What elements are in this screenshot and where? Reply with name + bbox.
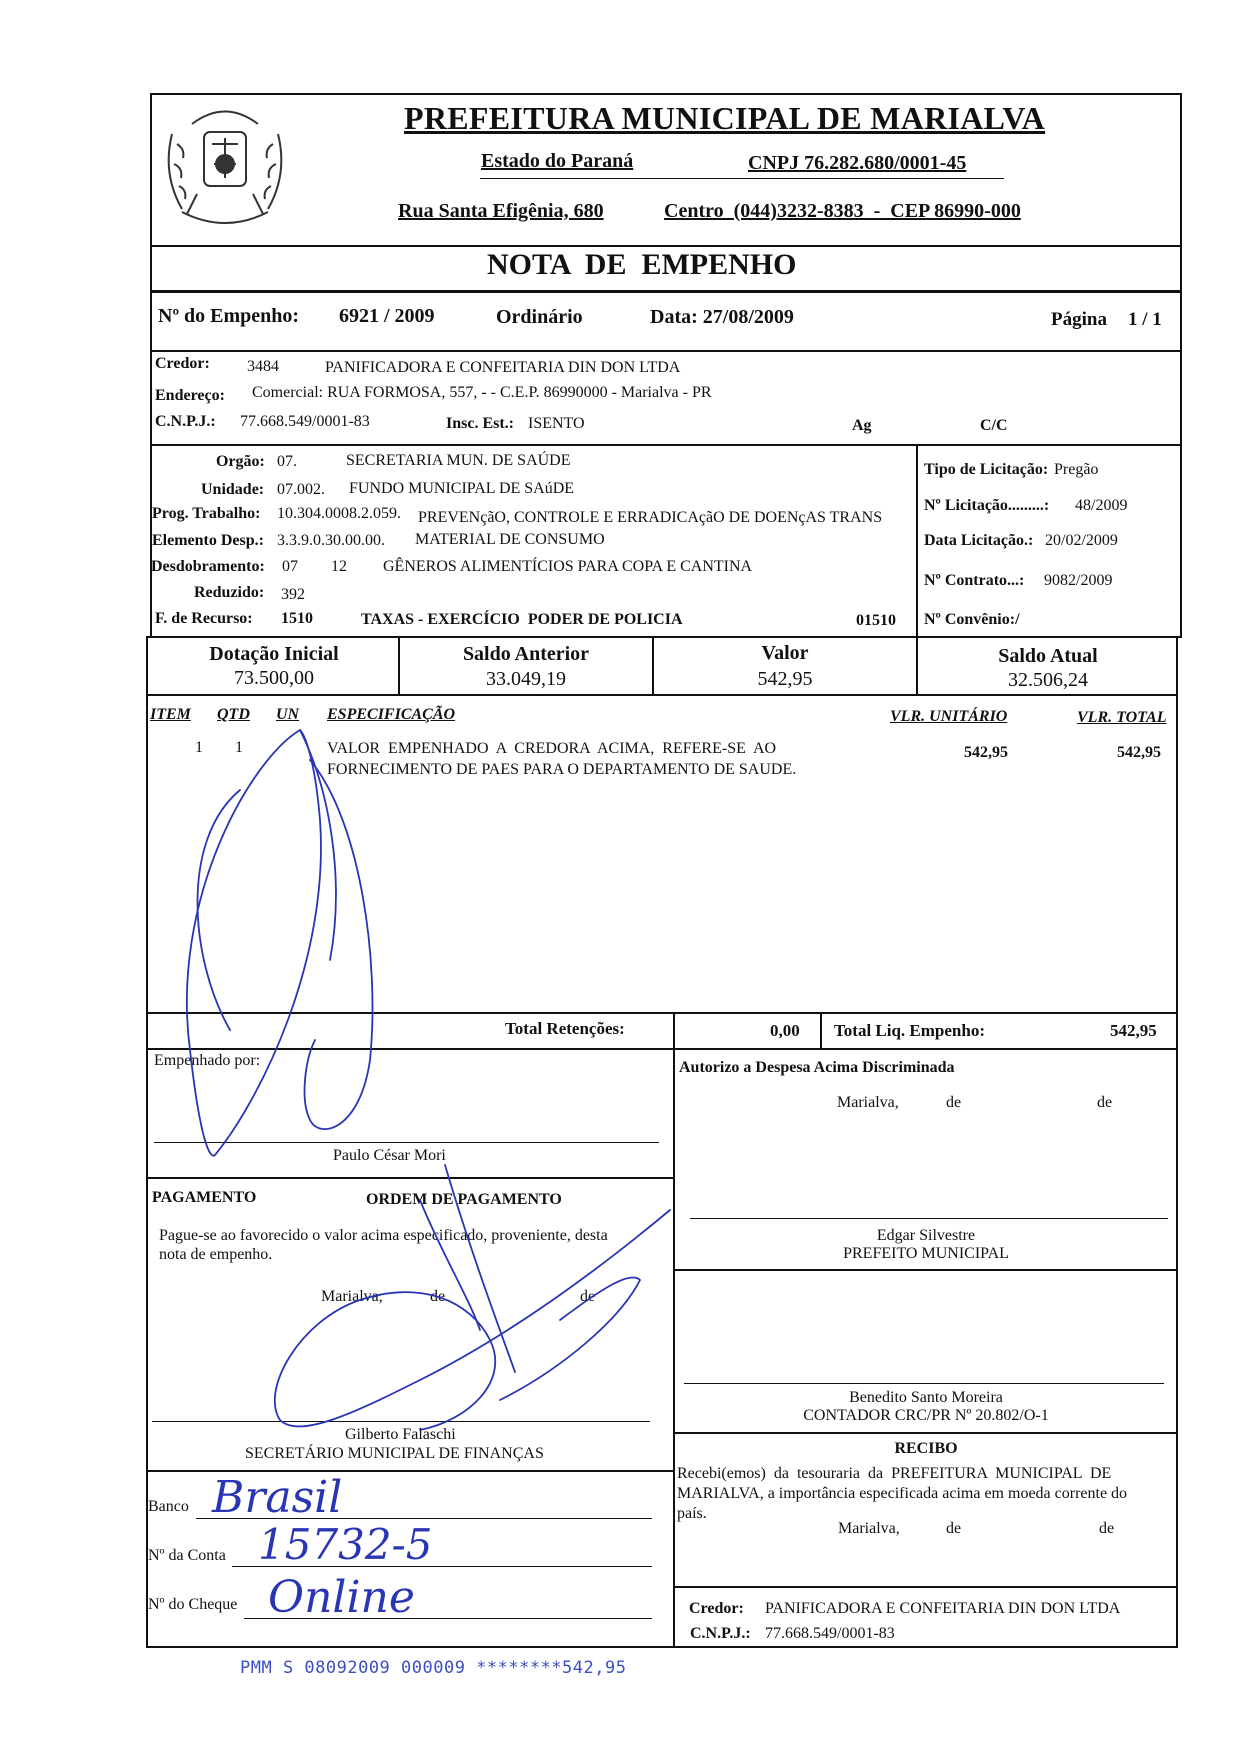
signature-stroke bbox=[198, 790, 241, 1030]
secretario-title: SECRETÁRIO MUNICIPAL DE FINANÇAS bbox=[245, 1445, 544, 1462]
col-qtd: QTD bbox=[217, 706, 250, 723]
orgao-code: 07. bbox=[277, 453, 297, 470]
account-label: C/C bbox=[980, 417, 1008, 434]
signature-stroke bbox=[187, 730, 321, 1156]
fonte-recurso-number: 01510 bbox=[856, 612, 896, 629]
document-title: NOTA DE EMPENHO bbox=[487, 248, 797, 281]
right-de-1: de bbox=[946, 1094, 962, 1111]
prog-trabalho-name: PREVENçãO, CONTROLE E ERRADICAçãO DE DOENçAS TRANS bbox=[418, 509, 883, 526]
row-spec-line1: VALOR EMPENHADO A CREDORA ACIMA, REFERE-SE AO bbox=[327, 740, 777, 757]
contrato-value: 9082/2009 bbox=[1044, 572, 1113, 589]
left-de-1: de bbox=[430, 1288, 446, 1305]
reduzido-value: 392 bbox=[281, 586, 305, 603]
tipo-licitacao-label: Tipo de Licitação: bbox=[924, 461, 1049, 478]
orgao-label: Orgão: bbox=[216, 453, 265, 470]
col-vlr-total: VLR. TOTAL bbox=[1077, 709, 1167, 726]
signature-stroke bbox=[305, 760, 373, 1129]
desdobramento-name: GÊNEROS ALIMENTÍCIOS PARA COPA E CANTINA bbox=[383, 558, 753, 575]
valor-label: Valor bbox=[761, 642, 809, 664]
page-number: 1 / 1 bbox=[1128, 309, 1162, 330]
reduzido-label: Reduzido: bbox=[194, 584, 265, 601]
row-spec-line2: FORNECIMENTO DE PAES PARA O DEPARTAMENTO DE SAUDE. bbox=[327, 761, 797, 778]
left-de-2: de bbox=[580, 1288, 596, 1305]
credor-address: Comercial: RUA FORMOSA, 557, - - C.E.P. 86990000 - Marialva - PR bbox=[252, 384, 712, 401]
recibo-cnpj: 77.668.549/0001-83 bbox=[765, 1625, 895, 1642]
recibo-text-1: Recebi(emos) da tesouraria da PREFEITURA MUNICIPAL DE bbox=[677, 1465, 1112, 1482]
recibo-de-2: de bbox=[1099, 1520, 1115, 1537]
district-phone-cep: Centro (044)3232-8383 - CEP 86990-000 bbox=[664, 200, 1021, 222]
cheque-handwritten: Online bbox=[268, 1572, 415, 1623]
col-item: ITEM bbox=[150, 706, 191, 723]
empenhado-por-label: Empenhado por: bbox=[154, 1052, 261, 1069]
saldo-anterior-value: 33.049,19 bbox=[486, 668, 566, 690]
prefeito-name: Edgar Silvestre bbox=[876, 1227, 976, 1244]
col-un: UN bbox=[276, 706, 300, 723]
agency-label: Ag bbox=[852, 417, 872, 434]
retencoes-label: Total Retenções: bbox=[505, 1019, 625, 1038]
conta-label: Nº da Conta bbox=[148, 1547, 226, 1564]
contrato-label: Nº Contrato...: bbox=[924, 572, 1025, 589]
recibo-text-2: MARIALVA, a importância especificada acima em moeda corrente do bbox=[677, 1485, 1128, 1502]
left-marialva: Marialva, bbox=[321, 1288, 383, 1305]
num-licitacao: 48/2009 bbox=[1075, 497, 1128, 514]
street-address: Rua Santa Efigênia, 680 bbox=[398, 200, 604, 222]
elemento-code: 3.3.9.0.30.00.00. bbox=[277, 532, 385, 549]
saldo-atual-label: Saldo Atual bbox=[998, 645, 1098, 667]
recibo-credor-name: PANIFICADORA E CONFEITARIA DIN DON LTDA bbox=[765, 1600, 1121, 1617]
recibo-de-1: de bbox=[946, 1520, 962, 1537]
page-title: PREFEITURA MUNICIPAL DE MARIALVA bbox=[404, 100, 1046, 136]
desdobramento-b: 12 bbox=[331, 558, 347, 575]
pagamento-label: PAGAMENTO bbox=[152, 1189, 257, 1206]
municipal-coat-of-arms-icon bbox=[152, 94, 298, 240]
signature-stroke bbox=[500, 1277, 640, 1400]
col-vlr-unitario: VLR. UNITÁRIO bbox=[890, 708, 1008, 725]
contador-name: Benedito Santo Moreira bbox=[849, 1389, 1003, 1406]
row-item: 1 bbox=[195, 739, 203, 756]
banco-label: Banco bbox=[148, 1498, 189, 1515]
unidade-name: FUNDO MUNICIPAL DE SAúDE bbox=[349, 480, 575, 497]
conta-handwritten: 15732-5 bbox=[258, 1520, 433, 1569]
credor-code: 3484 bbox=[247, 358, 279, 375]
row-total-value: 542,95 bbox=[1117, 744, 1161, 761]
recibo-cnpj-label: C.N.P.J.: bbox=[690, 1625, 751, 1642]
page-number-label: Página bbox=[1051, 309, 1107, 330]
num-licitacao-label: Nº Licitação.........: bbox=[924, 497, 1050, 514]
valor-value: 542,95 bbox=[757, 668, 813, 690]
desdobramento-label: Desdobramento: bbox=[151, 558, 265, 575]
fonte-recurso-name: TAXAS - EXERCÍCIO PODER DE POLICIA bbox=[361, 611, 683, 628]
credor-label: Credor: bbox=[155, 355, 210, 372]
fonte-recurso-code: 1510 bbox=[281, 610, 313, 627]
autorizo-despesa: Autorizo a Despesa Acima Discriminada bbox=[679, 1059, 955, 1076]
prefeito-title: PREFEITO MUNICIPAL bbox=[843, 1245, 1009, 1262]
secretario-name: Gilberto Falaschi bbox=[345, 1426, 456, 1443]
address-label: Endereço: bbox=[155, 387, 225, 404]
data-licitacao-label: Data Licitação.: bbox=[924, 532, 1034, 549]
banco-handwritten: Brasil bbox=[212, 1472, 343, 1523]
unidade-label: Unidade: bbox=[201, 481, 265, 498]
signature-stroke bbox=[420, 1200, 480, 1330]
pague-se-text-1: Pague-se ao favorecido o valor acima especificado, proveniente, desta bbox=[159, 1227, 608, 1244]
recibo-text-3: país. bbox=[677, 1505, 707, 1522]
empenho-number: 6921 / 2009 bbox=[339, 305, 435, 327]
recibo-label: RECIBO bbox=[894, 1440, 958, 1457]
unidade-code: 07.002. bbox=[277, 481, 325, 498]
elemento-name: MATERIAL DE CONSUMO bbox=[415, 531, 605, 548]
right-de-2: de bbox=[1097, 1094, 1113, 1111]
retencoes-value: 0,00 bbox=[770, 1021, 800, 1040]
row-unit-value: 542,95 bbox=[964, 744, 1008, 761]
payment-stamp: PMM S 08092009 000009 ********542,95 bbox=[240, 1658, 627, 1678]
fonte-recurso-label: F. de Recurso: bbox=[155, 610, 253, 627]
prog-trabalho-label: Prog. Trabalho: bbox=[152, 505, 261, 522]
contador-title: CONTADOR CRC/PR Nº 20.802/O-1 bbox=[803, 1407, 1049, 1424]
recibo-credor-label: Credor: bbox=[689, 1600, 744, 1617]
cheque-label: Nº do Cheque bbox=[148, 1596, 238, 1613]
state-name: Estado do Paraná bbox=[481, 150, 634, 172]
insc-est-label: Insc. Est.: bbox=[446, 415, 515, 432]
credor-name: PANIFICADORA E CONFEITARIA DIN DON LTDA bbox=[325, 359, 681, 376]
municipal-cnpj: CNPJ 76.282.680/0001-45 bbox=[748, 152, 967, 174]
tipo-licitacao: Pregão bbox=[1054, 461, 1099, 478]
insc-est-value: ISENTO bbox=[528, 415, 585, 432]
saldo-atual-value: 32.506,24 bbox=[1008, 669, 1088, 691]
saldo-anterior-label: Saldo Anterior bbox=[462, 643, 590, 665]
dotacao-label: Dotação Inicial bbox=[209, 643, 339, 665]
empenho-number-label: Nº do Empenho: bbox=[158, 305, 300, 327]
recibo-marialva: Marialva, bbox=[838, 1520, 900, 1537]
right-marialva: Marialva, bbox=[837, 1094, 899, 1111]
row-qtd: 1 bbox=[235, 739, 243, 756]
empenho-date: Data: 27/08/2009 bbox=[650, 306, 794, 328]
col-especificacao: ESPECIFICAÇÃO bbox=[327, 706, 456, 723]
cnpj-label: C.N.P.J.: bbox=[155, 413, 216, 430]
pague-se-text-2: nota de empenho. bbox=[159, 1246, 273, 1263]
ordem-pagamento-label: ORDEM DE PAGAMENTO bbox=[366, 1191, 562, 1208]
credor-cnpj: 77.668.549/0001-83 bbox=[240, 413, 370, 430]
empenho-type: Ordinário bbox=[496, 306, 583, 328]
convenio-label: Nº Convênio:/ bbox=[924, 611, 1020, 628]
elemento-label: Elemento Desp.: bbox=[152, 532, 264, 549]
desdobramento-a: 07 bbox=[282, 558, 298, 575]
orgao-name: SECRETARIA MUN. DE SAÚDE bbox=[346, 452, 571, 469]
prog-trabalho-code: 10.304.0008.2.059. bbox=[277, 505, 401, 522]
empenhado-por-name: Paulo César Mori bbox=[333, 1147, 446, 1164]
total-liq-value: 542,95 bbox=[1110, 1021, 1157, 1040]
dotacao-value: 73.500,00 bbox=[234, 667, 314, 689]
data-licitacao: 20/02/2009 bbox=[1045, 532, 1118, 549]
total-liq-label: Total Liq. Empenho: bbox=[834, 1021, 985, 1040]
